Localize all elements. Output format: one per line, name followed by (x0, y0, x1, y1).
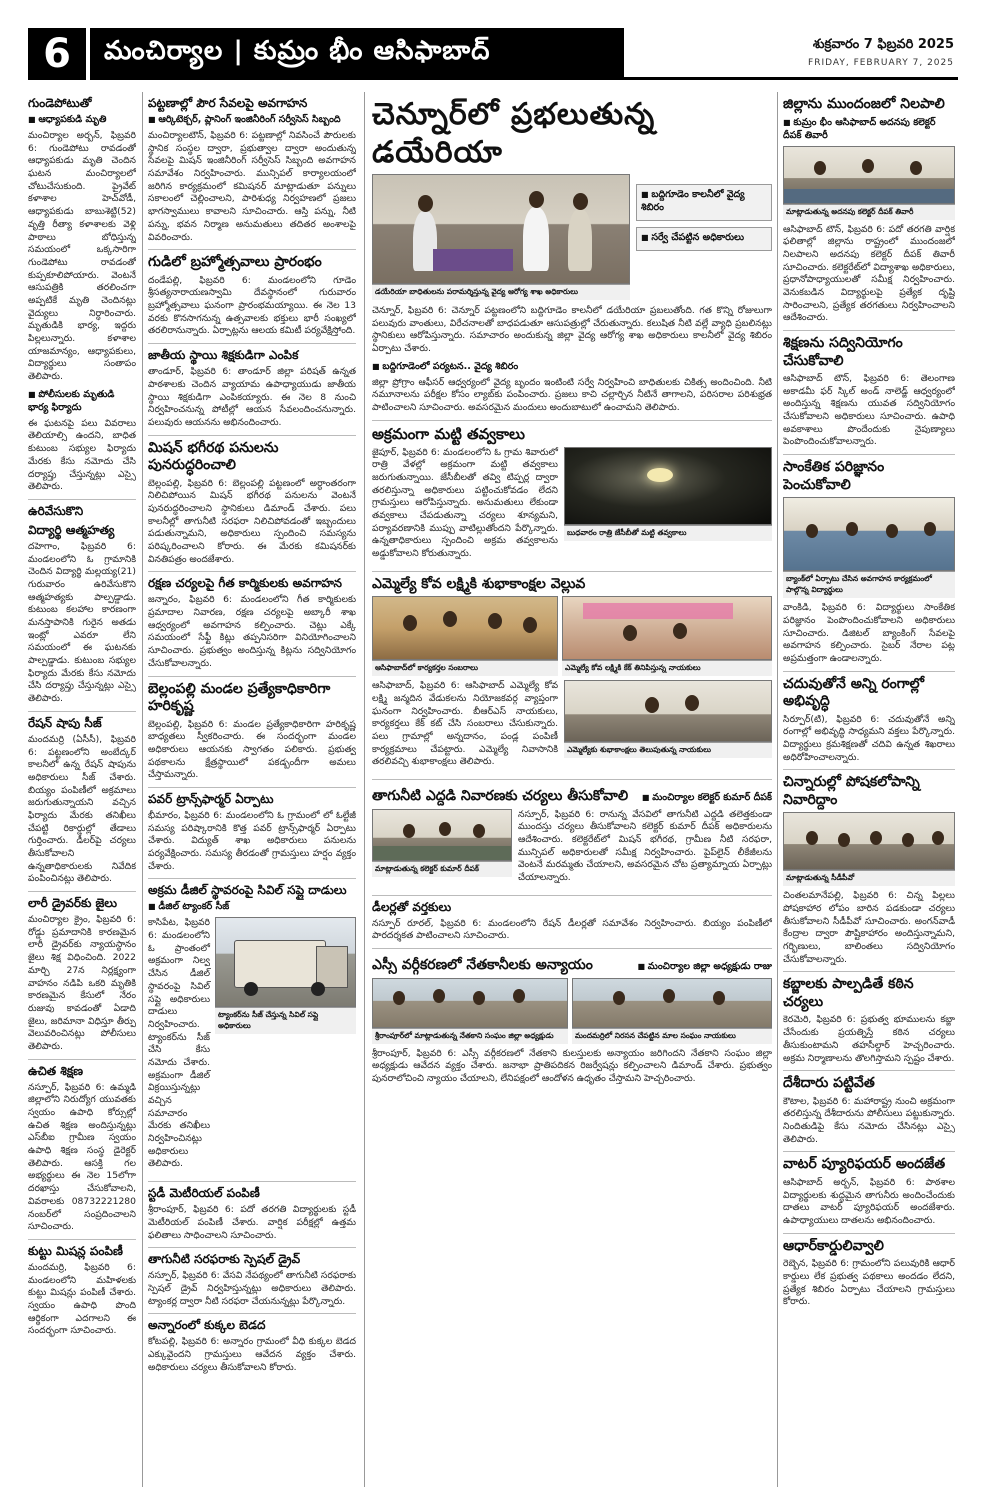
photo-caption: ట్యాంకర్‌ను సీజ్ చేస్తున్న సివిల్ సప్లై అధికారులు (215, 1007, 356, 1034)
headline: సాంకేతిక పరిజ్ఞానం పెంచుకోవాలి (783, 459, 885, 493)
column-rule (364, 92, 365, 1487)
protest-photo (372, 978, 568, 1028)
person-head-shape (685, 695, 699, 711)
subheadline: ■ బద్దిగూడెం కాలనీలో వైద్య శిబిరం (641, 189, 767, 215)
person-head-shape (846, 522, 858, 536)
headline: లారీ డ్రైవర్‌కు జైలు (28, 896, 117, 911)
article-body: భీమారం, ఫిబ్రవరి 6: మండలంలోని ఓ గ్రామంలో లో ఓల్టేజీ సమస్య పరిష్కారానికి కొత్త పవర్ ట్రాన్స్‌ఫార్మర్ ఏర్పాటు చేశారు. విద్యుత్ శాఖ అధికారులు పనులను పర్యవేక్షించారు. సమస్య తీరడంతో గ్రామస్తులు హర్షం వ్యక్తం చేశారు. (148, 809, 356, 872)
headline: వాటర్ ప్యూరిఫయర్ అందజేత (783, 1156, 946, 1173)
subheadline: ■ ఆర్కిటెక్చర్, ప్లానింగ్ ఇంజినీరింగ్ సర్వీసెస్ సిబ్బంది (148, 114, 356, 127)
divider (783, 971, 955, 972)
person-head-shape (529, 191, 544, 208)
article-body: బెల్లంపల్లి, ఫిబ్రవరి 6: బెల్లంపల్లి పట్టణంలో అర్ధాంతరంగా నిలిచిపోయిన మిషన్ భగీరథ పనులను వెంటనే పునరుద్ధరించాలని స్థానికులు డిమాండ్ చేశారు. పలు కాలనీల్లో తాగునీటి సరఫరా నిలిచిపోవడంతో ఇబ్బందులు పడుతున్నామని, అధికారులు స్పందించి సమస్యను పరిష్కరించాలని కోరారు. ఈ మేరకు కమిషనర్‌కు వినతిపత్రం అందజేశారు. (148, 477, 356, 565)
person-shape (523, 207, 549, 271)
person-head-shape (418, 195, 433, 212)
subheadline: ■ కుమ్రం భీం ఆసిఫాబాద్ అదనపు కలెక్టర్ దీపక్ తివారీ (783, 117, 955, 143)
excavation-night-photo (564, 447, 772, 525)
headline: విద్యార్థి ఆత్మహత్య (28, 522, 115, 537)
divider (372, 420, 772, 421)
person-head-shape (806, 524, 818, 538)
lead-subheads (636, 174, 772, 300)
article-body: వాంకిడి, ఫిబ్రవరి 6: విద్యార్థులు సాంకేతిక పరిజ్ఞానం పెంపొందించుకోవాలని అధికారులు సూచించారు. డిజిటల్ బ్యాంకింగ్ సేవలపై అవగాహన కల్పించారు. సైబర్ నేరాల పట్ల అప్రమత్తంగా ఉండాలన్నారు. (783, 602, 955, 664)
divider (372, 948, 772, 949)
lead-photo (372, 174, 630, 284)
article-body: రెబ్బెన, ఫిబ్రవరి 6: గ్రామంలోని పలువురికి ఆధార్ కార్డులు లేక ప్రభుత్వ పథకాలు అందడం లేదని, ప్రత్యేక శిబిరం ఏర్పాటు చేయాలని గ్రామస్తులు కోరారు. (783, 1258, 955, 1308)
person-head-shape (613, 991, 625, 1005)
article-body: బెల్లంపల్లి, ఫిబ్రవరి 6: మండల ప్రత్యేకాధికారిగా హరికృష్ణ బాధ్యతలు స్వీకరించారు. ఈ సందర్భంగా మండల అధికారులు ఆయనకు స్వాగతం పలికారు. ప్రభుత్వ పథకాలను క్షేత్రస్థాయిలో పకడ్బందీగా అమలు చేస్తామన్నారు. (148, 718, 356, 781)
headline: ఎస్సీ వర్గీకరణలో నేతకానీలకు అన్యాయం (372, 957, 593, 974)
person-head-shape (623, 625, 637, 641)
person-head-shape (932, 831, 944, 845)
divider (148, 878, 356, 879)
wheel-shape (244, 982, 258, 996)
date-english: FRIDAY, FEBRUARY 7, 2025 (808, 58, 954, 68)
article-body: నస్పూర్ రూరల్, ఫిబ్రవరి 6: మండలంలోని రేషన్ డీలర్లతో సమావేశం నిర్వహించారు. బియ్యం పంపిణీలో పారదర్శకత పాటించాలని సూచించారు. (372, 917, 772, 942)
article-body: సిర్పూర్(టి), ఫిబ్రవరి 6: చదువుతోనే అన్ని రంగాల్లో అభివృద్ధి సాధ్యమని వక్తలు పేర్కొన్నారు. విద్యార్థులు క్రమశిక్షణతో చదివి ఉన్నత శిఖరాలు అధిరోహించాలన్నారు. (783, 713, 955, 763)
headline: అక్రమంగా మట్టి తవ్వకాలు (372, 424, 525, 443)
column-rule (777, 92, 778, 1487)
headline: చిన్నారుల్లో పోషకలోపాన్ని నివారిద్దాం (783, 774, 920, 808)
person-head-shape (663, 989, 675, 1003)
headline: చదువుతోనే అన్ని రంగాల్లో అభివృద్ధి (783, 675, 925, 710)
photo-block (372, 174, 630, 300)
divider (148, 787, 356, 788)
subheadline: ■ మంచిర్యాల కలెక్టర్ కుమార్ దీపక్ (642, 792, 772, 805)
divider (372, 571, 772, 572)
photo-caption: ఎమ్మెల్యే కోవ లక్ష్మికి కేక్ తినిపిస్తున్న నాయకులు (562, 660, 772, 676)
divider (148, 571, 356, 572)
column-1 (28, 92, 136, 1487)
article-body: కాసిపేట, ఫిబ్రవరి 6: మండలంలోని ఓ ప్రాంతంలో అక్రమంగా నిల్వ చేసిన డీజిల్ స్థావరంపై సివిల్ సప్లై అధికారులు దాడులు నిర్వహించారు. ట్యాంకర్‌ను సీజ్ చేసి కేసు నమోదు చేశారు. అక్రమంగా డీజిల్ విక్రయిస్తున్నట్లు వచ్చిన సమాచారం మేరకు తనిఖీలు నిర్వహించినట్లు అధికారులు తెలిపారు. (148, 917, 210, 1170)
date-telugu: శుక్రవారం 7 ఫిబ్రవరి 2025 (812, 37, 954, 52)
column-3 (372, 92, 772, 1487)
divider (148, 676, 356, 677)
subheadline: ■ పోలీసులకు మృతుడి భార్య ఫిర్యాదు (28, 389, 136, 415)
article-with-photo (148, 917, 356, 1176)
subheadline: ■ డీజిల్ ట్యాంకర్ సీజ్ (148, 901, 356, 914)
lead-subhead-box (636, 184, 772, 221)
celebration-photo (372, 596, 558, 660)
person-shape (568, 209, 592, 271)
photo-caption: బుధవారం రాత్రి జేసీబీతో మట్టి తవ్వకాలు (564, 525, 772, 541)
article-body: కోటపల్లి, ఫిబ్రవరి 6: అన్నారం గ్రామంలో వీధి కుక్కల బెడద ఎక్కువైందని గ్రామస్తులు ఆవేదన వ్యక్తం చేశారు. అధికారులు చర్యలు తీసుకోవాలని కోరారు. (148, 1336, 356, 1373)
date-block (624, 28, 958, 80)
banner-shape (583, 603, 733, 619)
anganwadi-meeting-photo (783, 812, 955, 870)
divider (28, 711, 136, 712)
person-head-shape (806, 831, 818, 845)
photo-caption: ఆసిఫాబాద్‌లో కార్యకర్తల సంబరాలు (372, 660, 558, 676)
article-body: నస్పూర్, ఫిబ్రవరి 6: వేసవి నేపథ్యంలో తాగునీటి సరఫరాకు స్పెషల్ డ్రైవ్ నిర్వహిస్తున్నట్లు అధికారులు తెలిపారు. ట్యాంకర్ల ద్వారా నీటి సరఫరా చేయనున్నట్లు పేర్కొన్నారు. (148, 1270, 356, 1307)
headline: స్టడీ మెటీరియల్ పంపిణీ (148, 1186, 260, 1201)
photo-block (564, 680, 772, 774)
person-head-shape (862, 159, 874, 173)
subheadline: ■ బద్దిగూడెంలో పర్యటన.. వైద్య శిబిరం (372, 361, 772, 374)
headline: గుండెపోటుతో (28, 96, 92, 110)
headline: మిషన్ భగీరథ పనులను పునరుద్ధరించాలి (148, 439, 279, 474)
divider (148, 1313, 356, 1314)
photo-block (572, 978, 772, 1044)
divider (372, 895, 772, 896)
person-head-shape (473, 991, 485, 1005)
headline: ఆధార్‌కార్డులివ్వాలి (783, 1237, 884, 1254)
photo-caption: బ్యాంక్‌లో ఏర్పాటు చేసిన అవగాహన కార్యక్రమంలో పాల్గొన్న విద్యార్థులు (783, 571, 955, 598)
divider (372, 779, 772, 780)
person-head-shape (902, 833, 914, 847)
photo-block (564, 447, 772, 566)
article-body: జైపూర్, ఫిబ్రవరి 6: మండలంలోని ఓ గ్రామ శివారులో రాత్రి వేళల్లో అక్రమంగా మట్టి తవ్వకాలు జరుగుతున్నాయి. జేసీబీలతో తవ్వి టిప్పర్ల ద్వారా తరలిస్తున్నా అధికారులు పట్టించుకోవడం లేదని గ్రామస్తులు ఆరోపిస్తున్నారు. అనుమతులు లేకుండా తవ్వకాలు చేపడుతున్నా చర్యలు శూన్యమని, పర్యావరణానికి ముప్పు వాటిల్లుతోందని పేర్కొన్నారు. ఉన్నతాధికారులు స్పందించి అక్రమ తవ్వకాలను అడ్డుకోవాలని కోరుతున్నారు. (372, 446, 558, 560)
divider (28, 1059, 136, 1060)
headline: శిక్షణను సద్వినియోగం చేసుకోవాలి (783, 335, 903, 369)
subheadline: ■ సర్వే చేపట్టిన అధికారులు (641, 232, 767, 245)
photo-block (372, 596, 558, 676)
person-head-shape (573, 193, 588, 210)
article-body: మందమర్రి, ఫిబ్రవరి 6: మండలంలోని మహిళలకు కుట్టు మిషన్లు పంపిణీ చేశారు. స్వయం ఉపాధి పొంది ఆర్థికంగా ఎదగాలని ఈ సందర్భంగా సూచించారు. (28, 1261, 136, 1337)
divider (783, 330, 955, 331)
article-body: తాండూర్, ఫిబ్రవరి 6: తాండూర్ జిల్లా పరిషత్ ఉన్నత పాఠశాలకు చెందిన వ్యాయామ ఉపాధ్యాయుడు జాతీయ స్థాయి శిక్షకుడిగా ఎంపికయ్యారు. ఈ నెల 8 నుంచి నిర్వహించనున్న పోటీల్లో ఆయన సేవలందించనున్నారు. పలువురు ఆయనను అభినందించారు. (148, 366, 356, 428)
article-body: మంచిర్యాలటౌన్, ఫిబ్రవరి 6: పట్టణాల్లో నివసించే పౌరులకు స్థానిక సంస్థల ద్వారా, ప్రభుత్వాల ద్వారా అందుతున్న సేవలపై మిషన్ ఇంజినీరింగ్ సర్వీసెస్ సిబ్బంది అవగాహన సమావేశం నిర్వహించారు. మున్సిపల్ కార్యాలయంలో జరిగిన కార్యక్రమంలో కమిషనర్ మాట్లాడుతూ పన్నులు సకాలంలో చెల్లించాలని, పారిశుధ్య నిర్వహణలో ప్రజలు భాగస్వాములు కావాలని సూచించారు. ఆస్తి పన్ను, నీటి పన్ను, భవన నిర్మాణ అనుమతులు తదితర అంశాలపై వివరించారు. (148, 130, 356, 243)
divider (148, 343, 356, 344)
photo-caption: ఎమ్మెల్యేకు శుభాకాంక్షలు తెలుపుతున్న నాయకులు (564, 742, 772, 758)
article-body: జన్నారం, ఫిబ్రవరి 6: మండలంలోని గీత కార్మికులకు ప్రమాదాల నివారణ, రక్షణ చర్యలపై అబ్కారీ శాఖ ఆధ్వర్యంలో అవగాహన కల్పించారు. చెట్లు ఎక్కే సమయంలో సేఫ్టీ కిట్లు తప్పనిసరిగా వినియోగించాలని సూచించారు. ప్రభుత్వం అందిస్తున్న కిట్లను సద్వినియోగం చేసుకోవాలన్నారు. (148, 594, 356, 669)
photo-caption: మాట్లాడుతున్న అదనపు కలెక్టర్ దీపక్ తివారీ (783, 204, 955, 220)
headline: పట్టణాల్లో పౌర సేవలపై అవగాహన (148, 96, 308, 110)
photo-caption: మాట్లాడుతున్న కలెక్టర్ కుమార్ దీపక్ (372, 861, 512, 877)
person-head-shape (403, 824, 415, 838)
headline: రక్షణ చర్యలపై గీత కార్మికులకు అవగాహన (148, 576, 342, 591)
headlight-shape (647, 468, 673, 482)
wheel-shape (311, 982, 325, 996)
article-body: ఆసిఫాబాద్, ఫిబ్రవరి 6: ఆసిఫాబాద్ ఎమ్మెల్యే కోవ లక్ష్మి జన్మదిన వేడుకలను నియోజకవర్గ వ్యాప్తంగా ఘనంగా నిర్వహించారు. బీఆర్ఎస్ నాయకులు, కార్యకర్తలు కేక్ కట్ చేసి సంబరాలు చేసుకున్నారు. పలు గ్రామాల్లో అన్నదానం, పండ్ల పంపిణీ కార్యక్రమాలు చేపట్టారు. ఎమ్మెల్యే నివాసానికి తరలివచ్చి శుభాకాంక్షలు తెలిపారు. (372, 680, 558, 768)
article-body: నస్పూర్, ఫిబ్రవరి 6: రానున్న వేసవిలో తాగునీటి ఎద్దడి తలెత్తకుండా ముందస్తు చర్యలు తీసుకోవాలని కలెక్టర్ కుమార్ దీపక్ అధికారులను ఆదేశించారు. కలెక్టరేట్‌లో మిషన్ భగీరథ, గ్రామీణ నీటి సరఫరా, మున్సిపల్ అధికారులతో సమీక్ష నిర్వహించారు. పైప్‌లైన్ లీకేజీలను వెంటనే మరమ్మతు చేయాలని, అవసరమైన చోట ప్రత్యామ్నాయ ఏర్పాట్లు చేయాలన్నారు. (518, 808, 772, 883)
person-head-shape (886, 524, 898, 538)
article-body: చెన్నూర్, ఫిబ్రవరి 6: చెన్నూర్ పట్టణంలోని బద్దిగూడెం కాలనీలో డయేరియా ప్రబలుతోంది. గత కొన్ని రోజులుగా పలువురు వాంతులు, విరేచనాలతో బాధపడుతూ ఆసుపత్రుల్లో చేరుతున్నారు. కలుషిత నీటి వల్లే వ్యాధి ప్రబలినట్లు స్థానికులు ఆరోపిస్తున్నారు. సమాచారం అందుకున్న జిల్లా వైద్య ఆరోగ్య శాఖ అధికారులు కాలనీలో వైద్య శిబిరం ఏర్పాటు చేశారు. (372, 305, 772, 355)
photo-caption: మాట్లాడుతున్న సీడీపీవో (783, 870, 955, 886)
person-head-shape (473, 824, 485, 838)
divider (148, 1247, 356, 1248)
headline: అక్రమ డీజిల్ స్థావరంపై సివిల్ సప్లై దాడులు (148, 883, 347, 898)
person-head-shape (523, 617, 537, 633)
headline: ఉచిత శిక్షణ (28, 1063, 84, 1078)
photo-row (372, 978, 772, 1044)
article-body: దహెగాం, ఫిబ్రవరి 6: మండలంలోని ఓ గ్రామానికి చెందిన విద్యార్థి మల్లయ్య(21) గురువారం ఉరివేసుకొని ఆత్మహత్యకు పాల్పడ్డాడు. కుటుంబ కలహాల కారణంగా మనస్తాపానికి గురైన అతడు ఇంట్లో ఎవరూ లేని సమయంలో ఈ ఘటనకు పాల్పడ్డాడు. కుటుంబ సభ్యుల ఫిర్యాదు మేరకు కేసు నమోదు చేసి దర్యాప్తు చేస్తున్నట్లు ఎస్సై తెలిపారు. (28, 540, 136, 705)
photo-caption: మందమర్రిలో నిరసన చేపట్టిన మాల సంఘం నాయకులు (572, 1028, 772, 1044)
divider (783, 1070, 955, 1071)
headline: పవర్ ట్రాన్స్‌ఫార్మర్ ఏర్పాటు (148, 791, 274, 806)
photo-block (562, 596, 772, 676)
table-shape (784, 189, 954, 203)
article-body: చింతలమానేపల్లి, ఫిబ్రవరి 6: చిన్న పిల్లలు పోషకాహార లోపం బారిన పడకుండా చర్యలు తీసుకోవాలని సీడీపీవో సూచించారు. అంగన్‌వాడీ కేంద్రాల ద్వారా పౌష్టికాహారం అందిస్తున్నామని, గర్భిణులు, బాలింతలు సద్వినియోగం చేసుకోవాలన్నారు. (783, 890, 955, 965)
person-head-shape (439, 822, 451, 836)
article-body: కౌటాల, ఫిబ్రవరి 6: మహారాష్ట్ర నుంచి అక్రమంగా తరలిస్తున్న దేశీదారును పోలీసులు పట్టుకున్నారు. నిందితుడిపై కేసు నమోదు చేసినట్లు ఎస్సై తెలిపారు. (783, 1095, 955, 1145)
subheadline: ■ ఆధ్యాపకుడి మృతి (28, 114, 136, 127)
person-head-shape (645, 697, 659, 713)
headline: గుడిలో బ్రహ్మోత్సవాలు ప్రారంభం (148, 254, 322, 271)
headline: ఎమ్మెల్యే కోవ లక్ష్మికి శుభాకాంక్షల వెల్లువ (372, 575, 586, 592)
divider (148, 249, 356, 250)
article-body: మంచిర్యాల అర్బన్, ఫిబ్రవరి 6: గుండెపోటు రావడంతో ఆధ్యాపకుడు మృతి చెందిన ఘటన మంచిర్యాలలో చోటుచేసుకుంది. ప్రైవేట్ కళాశాల హెచ్‌వోడీ, ఆధ్యాపకుడు బాబుశెట్టి(52) వృత్తి రీత్యా కళాశాలకు వెళ్లి పాఠాలు బోధిస్తున్న సమయంలో ఒక్కసారిగా గుండెపోటు రావడంతో కుప్పకూలిపోయారు. వెంటనే ఆసుపత్రికి తరలించగా అప్పటికే మృతి చెందినట్లు వైద్యులు నిర్ధారించారు. మృతుడికి భార్య, ఇద్దరు పిల్లలున్నారు. కళాశాల యాజమాన్యం, ఆధ్యాపకులు, విద్యార్థులు సంతాపం తెలిపారు. (28, 130, 136, 383)
article-with-photo (372, 447, 772, 566)
headline: జిల్లాను ముందంజలో నిలపాలి (783, 96, 945, 112)
person-head-shape (443, 611, 457, 627)
article-body: కెరమెరి, ఫిబ్రవరి 6: ప్రభుత్వ భూములను కబ్జా చేసేందుకు ప్రయత్నిస్తే కఠిన చర్యలు తీసుకుంటామని తహసీల్దార్ హెచ్చరించారు. అక్రమ నిర్మాణాలను తొలగిస్తామని స్పష్టం చేశారు. (783, 1014, 955, 1064)
divider (28, 891, 136, 892)
headline: కబ్జాలకు పాల్పడితే కఠిన చర్యలు (783, 976, 914, 1010)
person-head-shape (924, 522, 936, 536)
photo-caption: డయేరియా బాధితులను పరామర్శిస్తున్న వైద్య ఆరోగ్య శాఖ అధికారులు (372, 284, 630, 300)
headline: దేశీదారు పట్టివేత (783, 1075, 875, 1092)
headline: ఉరివేసుకొని (28, 503, 84, 518)
person-head-shape (403, 615, 417, 631)
article-body: ఈ ఘటనపై పలు వివరాలు తెలియాల్సి ఉందని, బాధిత కుటుంబ సభ్యుల ఫిర్యాదు మేరకు కేసు నమోదు చేసి దర్యాప్తు చేస్తున్నట్లు ఎస్సై తెలిపారు. (28, 417, 136, 493)
divider (28, 1239, 136, 1240)
cake-cutting-photo (562, 596, 772, 660)
masthead (28, 28, 958, 80)
article-body: నస్పూర్, ఫిబ్రవరి 6: ఉమ్మడి జిల్లాలోని నిరుద్యోగ యువతకు స్వయం ఉపాధి కోర్సుల్లో ఉచిత శిక్షణ అందిస్తున్నట్లు ఎస్‌బీఐ గ్రామీణ స్వయం ఉపాధి శిక్షణ సంస్థ డైరెక్టర్ తెలిపారు. ఆసక్తి గల అభ్యర్థులు ఈ నెల 15లోగా దరఖాస్తు చేసుకోవాలని, వివరాలకు 08732221280 నంబర్‌లో సంప్రదించాలని సూచించారు. (28, 1081, 136, 1233)
headline: కుట్టు మిషన్ల పంపిణీ (28, 1243, 123, 1258)
headline: రేషన్ షాపు సీజ్ (28, 715, 102, 730)
person-head-shape (433, 989, 445, 1003)
article-body: ఆసిఫాబాద్ టౌన్, ఫిబ్రవరి 6: పదో తరగతి వార్షిక ఫలితాల్లో జిల్లాను రాష్ట్రంలో ముందంజలో నిలపాలని అదనపు కలెక్టర్ దీపక్ తివారీ సూచించారు. కలెక్టరేట్‌లో విద్యాశాఖ అధికారులు, ప్రధానోపాధ్యాయులతో సమీక్ష నిర్వహించారు. వెనుకబడిన విద్యార్థులపై ప్రత్యేక దృష్టి సారించాలని, ప్రత్యేక తరగతులు నిర్వహించాలని ఆదేశించారు. (783, 223, 955, 324)
column-rule (142, 92, 143, 1487)
divider (148, 1181, 356, 1182)
headline: తాగునీటి సరఫరాకు స్పెషల్ డ్రైవ్ (148, 1252, 301, 1267)
person-head-shape (870, 831, 882, 845)
meeting-photo (783, 146, 955, 204)
lead-headline: చెన్నూర్‌లో ప్రభలుతున్న డయేరియా (372, 97, 656, 170)
truck-photo (215, 917, 356, 1007)
headline: బెల్లంపల్లి మండల ప్రత్యేకాధికారిగా హరికృష్ణ (148, 680, 331, 714)
bed-shape (433, 249, 513, 271)
divider (28, 499, 136, 500)
person-head-shape (513, 989, 525, 1003)
person-head-shape (673, 623, 687, 639)
divider (783, 1151, 955, 1152)
divider (148, 435, 356, 436)
divider (783, 454, 955, 455)
article-body: ఆసిఫాబాద్ అర్బన్, ఫిబ్రవరి 6: పాఠశాల విద్యార్థులకు శుద్ధమైన తాగునీరు అందించేందుకు దాతలు వాటర్ ప్యూరిఫయర్ అందజేశారు. ఉపాధ్యాయులు దాతలను అభినందించారు. (783, 1176, 955, 1226)
table-shape (373, 846, 511, 860)
protest-photo (572, 978, 772, 1028)
article-body: జిల్లా ప్రోగ్రాం ఆఫీసర్ ఆధ్వర్యంలో వైద్య బృందం ఇంటింటి సర్వే నిర్వహించి బాధితులకు చికిత్స అందించింది. నీటి నమూనాలను పరీక్షల కోసం ల్యాబ్‌కు పంపించారు. ప్రజలు కాచి చల్లార్చిన నీటినే తాగాలని, పరిసరాల పరిశుభ్రత పాటించాలని సూచించారు. అవసరమైన మందులు అందుబాటులో ఉంచామని తెలిపారు. (372, 376, 772, 414)
column-4 (783, 92, 955, 1487)
person-head-shape (488, 613, 502, 629)
meeting-photo (372, 809, 512, 861)
photo-block (372, 809, 512, 890)
article-body: శ్రీరాంపూర్, ఫిబ్రవరి 6: పదో తరగతి విద్యార్థులకు స్టడీ మెటీరియల్ పంపిణీ చేశారు. వార్షిక పరీక్షల్లో ఉత్తమ ఫలితాలు సాధించాలని సూచించారు. (148, 1204, 356, 1241)
headline-row (372, 784, 772, 809)
photo-block (215, 917, 356, 1176)
person-head-shape (838, 833, 850, 847)
headline: డీలర్లతో వర్తకులు (372, 899, 452, 914)
headline-row (372, 953, 772, 978)
district-title: మంచిర్యాల | కుమ్రం భీం ఆసిఫాబాద్ (90, 28, 624, 80)
headline: అన్నారంలో కుక్కల బెడద (148, 1318, 266, 1333)
person-head-shape (814, 161, 826, 175)
article-body: మంచిర్యాల క్రైం, ఫిబ్రవరి 6: రోడ్డు ప్రమాదానికి కారణమైన లారీ డ్రైవర్‌కు న్యాయస్థానం జైలు శిక్ష విధించింది. 2022 మార్చి 27న నిర్లక్ష్యంగా వాహనం నడిపి ఒకరి మృతికి కారణమైన కేసులో నేరం రుజువు కావడంతో ఏడాది జైలు, జరిమానా విధిస్తూ తీర్పు వెలువరించినట్లు పోలీసులు తెలిపారు. (28, 914, 136, 1052)
person-head-shape (393, 991, 405, 1005)
column-2 (148, 92, 356, 1487)
headline: తాగునీటి ఎద్దడి నివారణకు చర్యలు తీసుకోవాలి (372, 788, 629, 805)
photo-block (372, 978, 568, 1044)
students-photo (783, 497, 955, 571)
article-body: దండేపల్లి, ఫిబ్రవరి 6: మండలంలోని గూడెం శ్రీసత్యనారాయణస్వామి దేవస్థానంలో గురువారం బ్రహ్మోత్సవాలు ఘనంగా ప్రారంభమయ్యాయి. ఈ నెల 13 వరకు కొనసాగనున్న ఉత్సవాలకు భక్తులు భారీ సంఖ్యలో తరలిరానున్నారు. ఏర్పాట్లను ఆలయ కమిటీ పర్యవేక్షిస్తోంది. (148, 274, 356, 337)
tanker-shape (234, 940, 326, 988)
greeting-photo (564, 680, 772, 742)
photo-caption: శ్రీరాంపూర్‌లో మాట్లాడుతున్న నేతకాని సంఘం జిల్లా అధ్యక్షుడు (372, 1028, 568, 1044)
article-with-photo (372, 680, 772, 774)
person-head-shape (910, 161, 922, 175)
page-number: 6 (28, 28, 86, 80)
article-body: మందమర్రి (ఏసీసీ), ఫిబ్రవరి 6: పట్టణంలోని అంబేద్కర్ కాలనీలో ఉన్న రేషన్ షాపును అధికారులు సీజ్ చేశారు. బియ్యం పంపిణీలో అక్రమాలు జరుగుతున్నాయని వచ్చిన ఫిర్యాదు మేరకు తనిఖీలు చేపట్టి రికార్డుల్లో తేడాలు గుర్తించారు. డీలర్‌పై చర్యలు తీసుకోవాలని ఉన్నతాధికారులకు నివేదిక పంపించినట్లు తెలిపారు. (28, 733, 136, 885)
divider (783, 1233, 955, 1234)
article-body: ఆసిఫాబాద్ టౌన్, ఫిబ్రవరి 6: తెలంగాణ అకాడమీ ఫర్ స్కిల్ అండ్ నాలెడ్జ్ ఆధ్వర్యంలో అందిస్తున్న శిక్షణను యువత సద్వినియోగం చేసుకోవాలని అధికారులు సూచించారు. ఉపాధి అవకాశాలు పొందేందుకు నైపుణ్యాలు పెంపొందించుకోవాలన్నారు. (783, 373, 955, 448)
subheadline: ■ మంచిర్యాల జిల్లా అధ్యక్షుడు రాజు (637, 961, 772, 974)
divider (783, 769, 955, 770)
lead-subhead-box (636, 227, 772, 251)
article-with-photo (372, 809, 772, 890)
person-head-shape (713, 991, 725, 1005)
divider (783, 671, 955, 672)
article-body: శ్రీరాంపూర్, ఫిబ్రవరి 6: ఎస్సీ వర్గీకరణలో నేతకాని కులస్తులకు అన్యాయం జరిగిందని నేతకాని సంఘం జిల్లా అధ్యక్షుడు ఆవేదన వ్యక్తం చేశారు. జనాభా ప్రాతిపదికన రిజర్వేషన్లు కల్పించాలని డిమాండ్ చేశారు. ప్రభుత్వం పునరాలోచించి న్యాయం చేయాలని, లేనిపక్షంలో ఆందోళన ఉధృతం చేస్తామని హెచ్చరించారు. (372, 1047, 772, 1084)
headline: జాతీయ స్థాయి శిక్షకుడిగా ఎంపిక (148, 348, 299, 363)
photo-row (372, 596, 772, 676)
lead-photo-row (372, 174, 772, 300)
